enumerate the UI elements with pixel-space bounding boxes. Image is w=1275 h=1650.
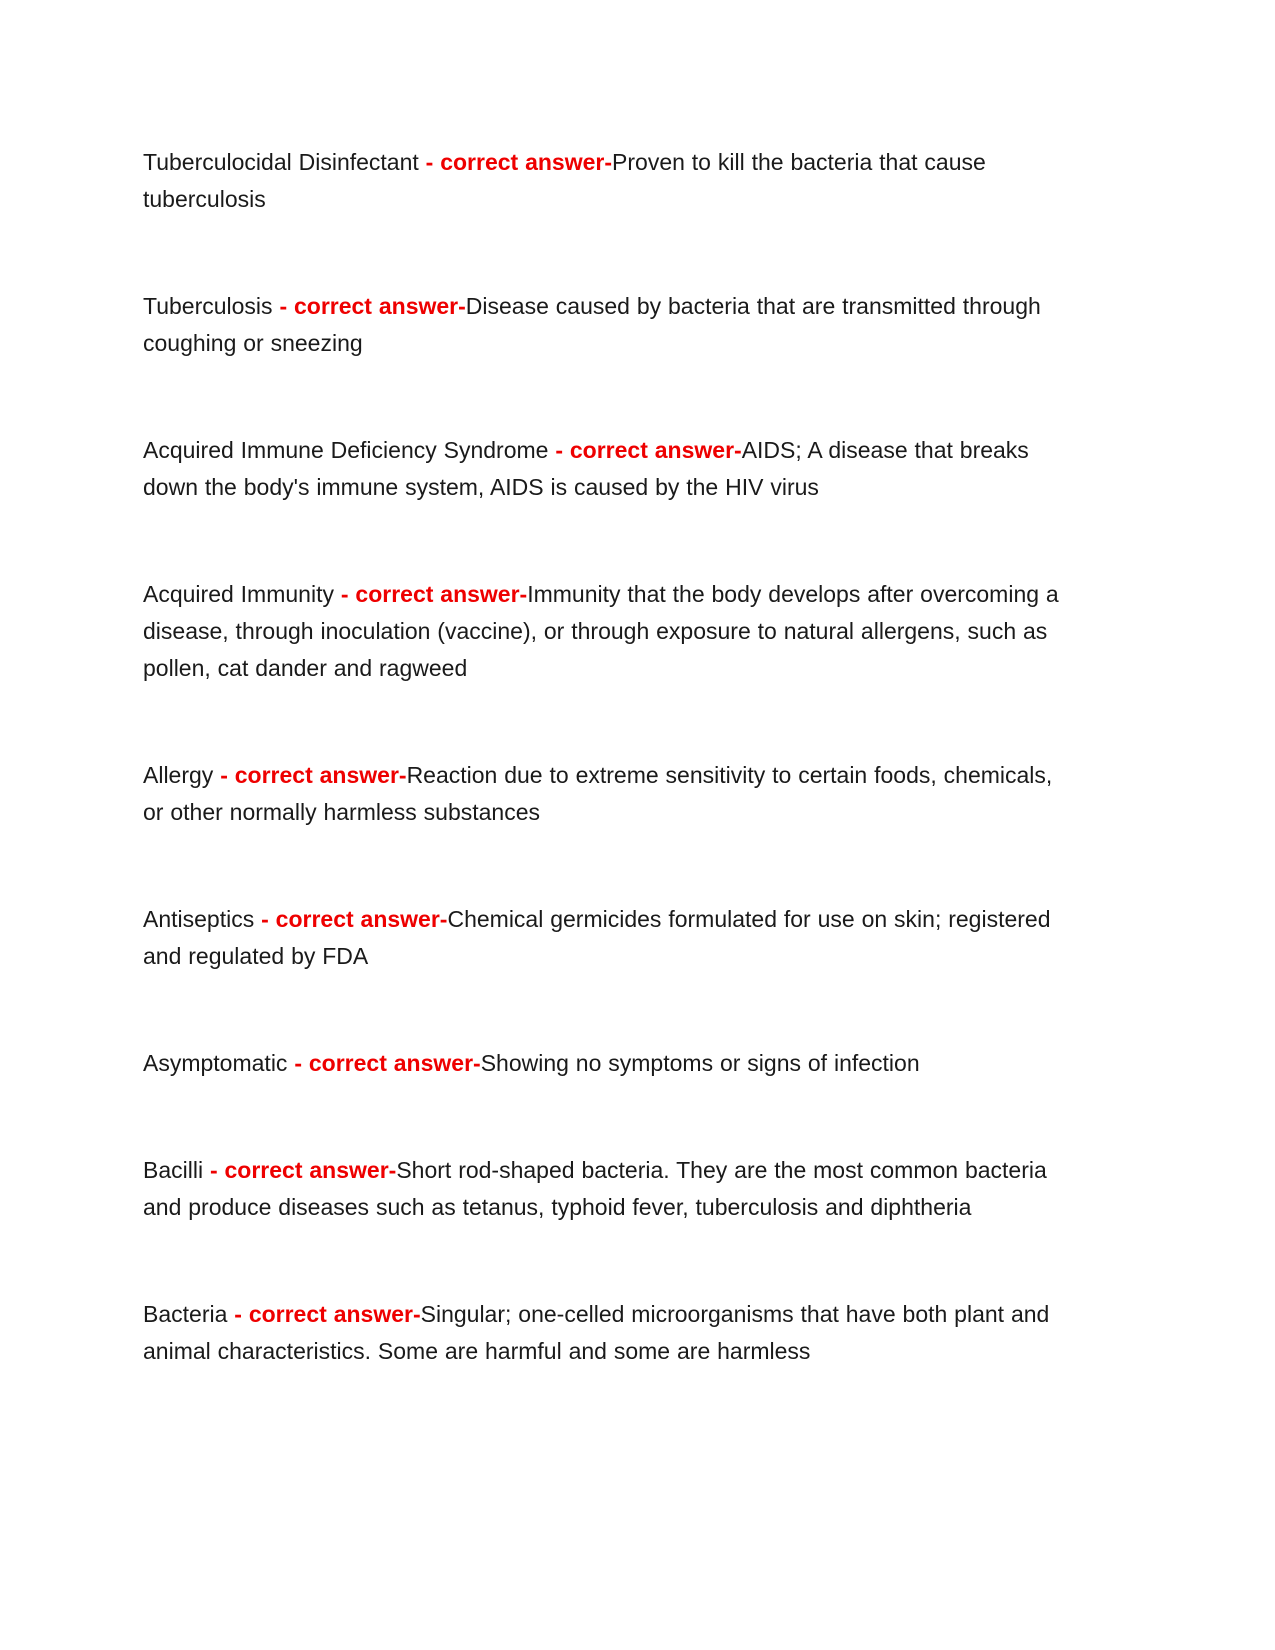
- term-text: Acquired Immune Deficiency Syndrome: [143, 437, 556, 463]
- correct-answer-marker: - correct answer-: [279, 293, 466, 319]
- term-text: Bacteria: [143, 1301, 235, 1327]
- term-text: Tuberculosis: [143, 293, 280, 319]
- term-entry: [143, 288, 1073, 362]
- term-entry: [143, 757, 1073, 831]
- correct-answer-marker: - correct answer-: [209, 1157, 397, 1183]
- definition-text: Showing no symptoms or signs of infection: [480, 1050, 920, 1076]
- definition-text: AIDS; A disease that breaks down the body's immune system, AIDS is caused by the HIV virus: [143, 437, 1029, 500]
- correct-answer-marker: - correct answer-: [220, 762, 407, 788]
- term-entry: [143, 1152, 1073, 1226]
- term-text: Tuberculocidal Disinfectant: [143, 149, 426, 175]
- term-text: Allergy: [143, 762, 221, 788]
- correct-answer-marker: - correct answer-: [234, 1301, 421, 1327]
- term-text: Acquired Immunity: [143, 581, 341, 607]
- definition-text: Disease caused by bacteria that are transmitted through coughing or sneezing: [143, 293, 1041, 356]
- definition-text: Short rod-shaped bacteria. They are the most common bacteria and produce diseases such as tetanus, typhoid fever, tuberculosis and diphtheria: [143, 1157, 1047, 1220]
- term-entry: [143, 576, 1073, 687]
- term-text: Asymptomatic: [143, 1050, 295, 1076]
- correct-answer-marker: - correct answer-: [340, 581, 528, 607]
- term-entry: [143, 1296, 1073, 1370]
- term-entry: [143, 1045, 1073, 1082]
- correct-answer-marker: - correct answer-: [555, 437, 742, 463]
- term-entry: [143, 901, 1073, 975]
- document-content: [143, 144, 1073, 1370]
- term-entry: [143, 144, 1073, 218]
- term-entry: [143, 432, 1073, 506]
- term-text: Antiseptics: [143, 906, 262, 932]
- definition-text: Immunity that the body develops after overcoming a disease, through inoculation (vaccine), or through exposure to natural allergens, such as pollen, cat dander and ragweed: [143, 581, 1059, 681]
- correct-answer-marker: - correct answer-: [425, 149, 613, 175]
- definition-text: Proven to kill the bacteria that cause tuberculosis: [143, 149, 986, 212]
- definition-text: Reaction due to extreme sensitivity to certain foods, chemicals, or other normally harmless substances: [143, 762, 1053, 825]
- definition-text: Chemical germicides formulated for use on skin; registered and regulated by FDA: [143, 906, 1051, 969]
- definition-text: Singular; one-celled microorganisms that have both plant and animal characteristics. Some are harmful and some are harmless: [143, 1301, 1050, 1364]
- term-text: Bacilli: [143, 1157, 210, 1183]
- correct-answer-marker: - correct answer-: [261, 906, 448, 932]
- correct-answer-marker: - correct answer-: [294, 1050, 481, 1076]
